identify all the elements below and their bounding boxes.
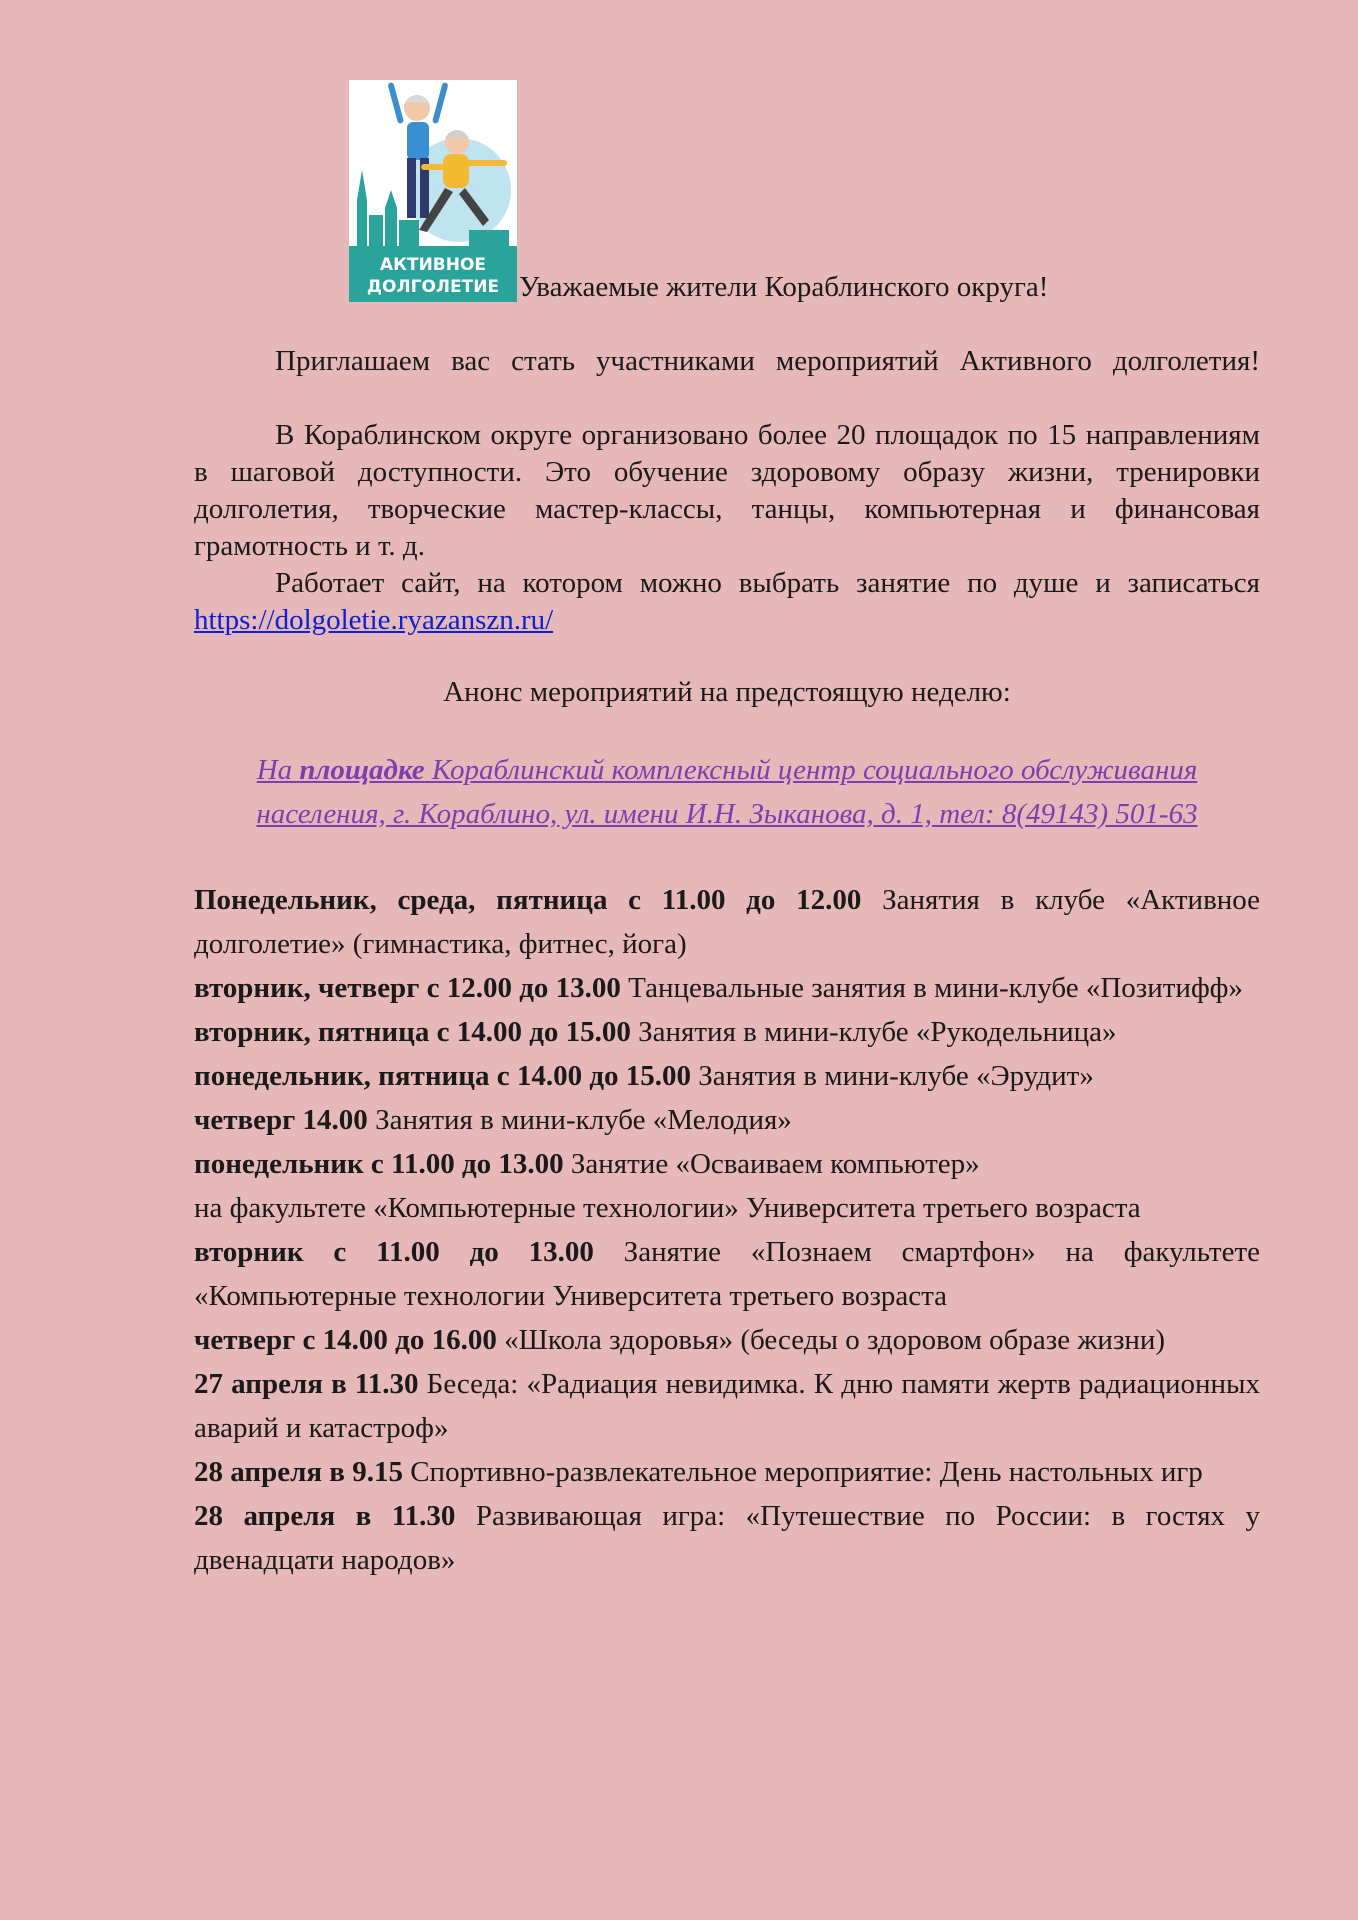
schedule-time: Понедельник, среда, пятница с 11.00 до 12.00 — [194, 884, 862, 916]
schedule-time: 28 апреля в 9.15 — [194, 1456, 403, 1488]
schedule-time: четверг с 14.00 до 16.00 — [194, 1324, 497, 1356]
intro-p2-text: В Кораблинском округе организовано более 20 площадок по 15 направлениям в шаговой доступности. Это обучение здоровому образу жизни, тренировки долголетия, творческие мастер-классы, танцы, компьютерная и финансовая грамотность и т. д. — [194, 419, 1260, 562]
intro-p3-text: Работает сайт, на котором можно выбрать занятие по душе и записаться — [275, 567, 1260, 599]
schedule-time: понедельник с 11.00 до 13.00 — [194, 1148, 564, 1180]
schedule-item — [194, 1230, 1260, 1318]
schedule-item — [194, 1318, 1260, 1362]
schedule-item — [194, 966, 1260, 1010]
schedule-item — [194, 1142, 1260, 1186]
schedule-item — [194, 1362, 1260, 1450]
schedule-time: 27 апреля в 11.30 — [194, 1368, 419, 1400]
schedule-list — [194, 878, 1260, 1582]
intro-paragraph-3 — [194, 565, 1260, 639]
venue-prefix: На — [256, 754, 300, 786]
venue-rest: Кораблинский комплексный центр социального обслуживания населения, г. Кораблино, ул. имени И.Н. Зыканова, д. 1, тел: 8(49143) 501-63 — [256, 754, 1198, 830]
schedule-item — [194, 1010, 1260, 1054]
schedule-item — [194, 1054, 1260, 1098]
schedule-time: вторник, четверг с 12.00 до 13.00 — [194, 972, 621, 1004]
schedule-activity: Занятие «Осваиваем компьютер» — [563, 1148, 980, 1180]
schedule-activity: Занятия в мини-клубе «Эрудит» — [691, 1060, 1094, 1092]
schedule-time: вторник с 11.00 до 13.00 — [194, 1236, 594, 1268]
intro-paragraph-2 — [194, 417, 1260, 565]
venue-bold: площадке — [299, 754, 425, 786]
website-link[interactable]: https://dolgoletie.ryazanszn.ru/ — [194, 604, 554, 636]
schedule-item — [194, 1450, 1260, 1494]
venue-info — [194, 748, 1260, 836]
schedule-activity: «Школа здоровья» (беседы о здоровом образе жизни) — [496, 1324, 1166, 1356]
schedule-activity: на факультете «Компьютерные технологии» Университета третьего возраста — [194, 1192, 1141, 1224]
intro-paragraph-1 — [194, 343, 1260, 380]
schedule-item — [194, 1186, 1260, 1230]
greeting-title: Уважаемые жители Кораблинского округа! — [519, 271, 1049, 303]
header — [349, 80, 1048, 302]
schedule-item — [194, 1098, 1260, 1142]
active-longevity-logo-icon — [349, 80, 517, 302]
logo-line-1: АКТИВНОЕ — [379, 255, 487, 275]
schedule-item — [194, 878, 1260, 966]
schedule-activity: Занятие «Познаем смартфон» на факультете «Компьютерные технологии Университета третьего возраста — [194, 1236, 1260, 1312]
schedule-time: понедельник, пятница с 14.00 до 15.00 — [194, 1060, 691, 1092]
schedule-activity: Беседа: «Радиация невидимка. К дню памяти жертв радиационных аварий и катастроф» — [194, 1368, 1260, 1444]
schedule-activity: Спортивно-развлекательное мероприятие: День настольных игр — [402, 1456, 1203, 1488]
logo-line-2: ДОЛГОЛЕТИЕ — [366, 277, 500, 297]
schedule-time: четверг 14.00 — [194, 1104, 368, 1136]
schedule-activity: Занятия в мини-клубе «Рукодельница» — [630, 1016, 1117, 1048]
schedule-time: 28 апреля в 11.30 — [194, 1500, 456, 1532]
schedule-activity: Занятия в мини-клубе «Мелодия» — [367, 1104, 792, 1136]
schedule-activity: Развивающая игра: «Путешествие по России: в гостях у двенадцати народов» — [194, 1500, 1260, 1576]
schedule-activity: Занятия в клубе «Активное долголетие» (гимнастика, фитнес, йога) — [194, 884, 1261, 960]
schedule-item — [194, 1494, 1260, 1582]
announcement-heading: Анонс мероприятий на предстоящую неделю: — [443, 676, 1011, 708]
schedule-activity: Танцевальные занятия в мини-клубе «Позитифф» — [620, 972, 1243, 1004]
intro-p1-text: Приглашаем вас стать участниками мероприятий Активного долголетия! — [275, 345, 1260, 377]
schedule-time: вторник, пятница с 14.00 до 15.00 — [194, 1016, 631, 1048]
